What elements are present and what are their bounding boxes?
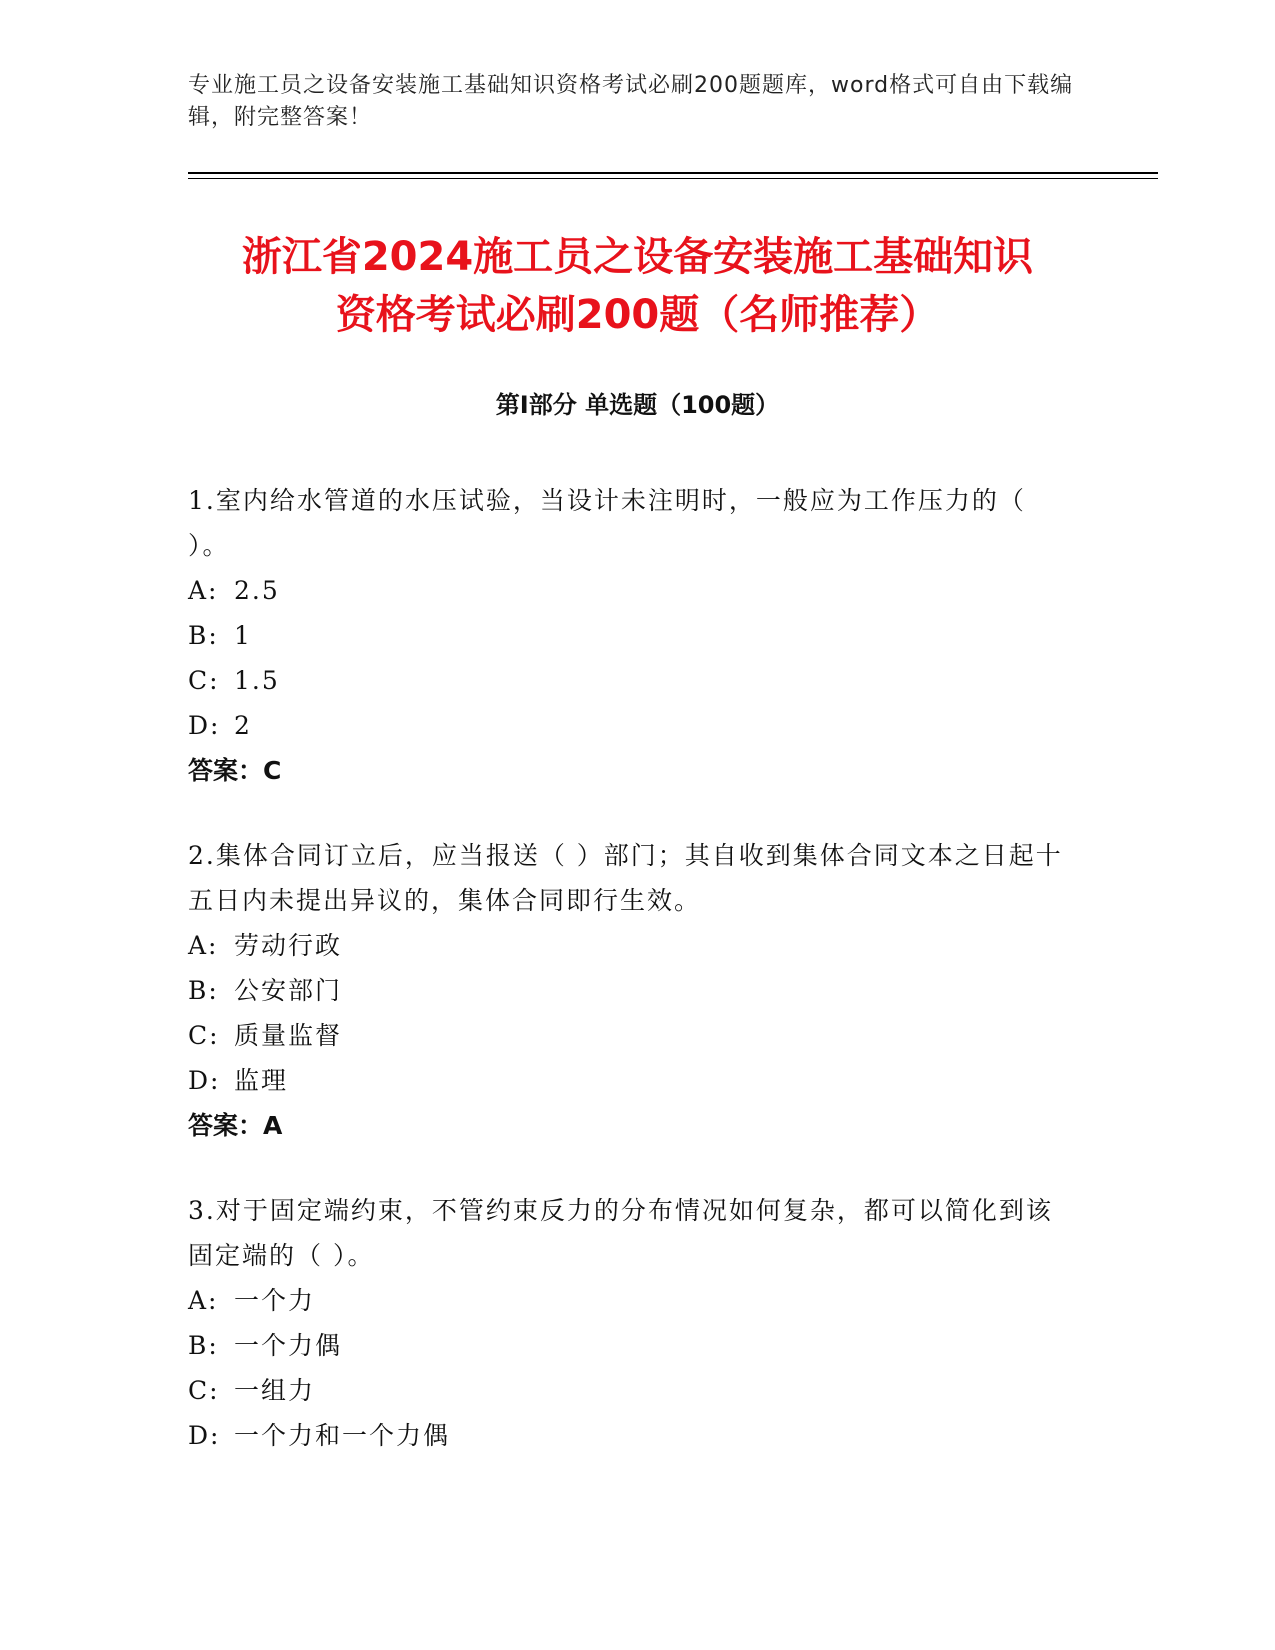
document-title bbox=[150, 228, 1125, 344]
option-text: 一组力 bbox=[234, 1376, 316, 1405]
option-letter: D: bbox=[188, 1066, 221, 1095]
question-2 bbox=[188, 833, 1068, 1148]
option-text: 一个力偶 bbox=[234, 1331, 343, 1360]
question-stem: 3.对于固定端约束，不管约束反力的分布情况如何复杂，都可以简化到该固定端的（ ）。 bbox=[188, 1196, 1053, 1270]
option-c bbox=[188, 1368, 1068, 1413]
question-1 bbox=[188, 478, 1068, 793]
option-b bbox=[188, 1323, 1068, 1368]
option-letter: A: bbox=[188, 1286, 219, 1315]
option-text: 一个力和一个力偶 bbox=[234, 1421, 451, 1450]
question-stem: 2.集体合同订立后，应当报送（ ）部门；其自收到集体合同文本之日起十五日内未提出异议的，集体合同即行生效。 bbox=[188, 841, 1063, 915]
option-letter: B: bbox=[188, 1331, 219, 1360]
option-a bbox=[188, 923, 1068, 968]
option-letter: A: bbox=[188, 931, 219, 960]
question-list bbox=[188, 478, 1068, 1498]
option-text: 一个力 bbox=[234, 1286, 316, 1315]
question-3 bbox=[188, 1188, 1068, 1458]
document-title-line-1: 浙江省2024施工员之设备安装施工基础知识 bbox=[241, 234, 1034, 280]
header-divider-thin bbox=[188, 178, 1158, 179]
option-b bbox=[188, 613, 1068, 658]
option-letter: D: bbox=[188, 1421, 221, 1450]
option-text: 2 bbox=[234, 711, 252, 740]
option-letter: A: bbox=[188, 576, 219, 605]
header-divider-thick bbox=[188, 172, 1158, 174]
option-letter: B: bbox=[188, 621, 219, 650]
option-c bbox=[188, 1013, 1068, 1058]
option-text: 监理 bbox=[234, 1066, 289, 1095]
option-letter: B: bbox=[188, 976, 219, 1005]
header-note: 专业施工员之设备安装施工基础知识资格考试必刷200题题库，word格式可自由下载编辑，附完整答案！ bbox=[188, 73, 1074, 130]
option-text: 1.5 bbox=[234, 666, 280, 695]
answer-label: 答案：A bbox=[188, 1111, 283, 1140]
option-a bbox=[188, 1278, 1068, 1323]
section-title: 第Ⅰ部分 单选题（100题） bbox=[495, 391, 780, 419]
option-text: 劳动行政 bbox=[234, 931, 343, 960]
document-title-line-2: 资格考试必刷200题（名师推荐） bbox=[335, 292, 940, 338]
option-letter: D: bbox=[188, 711, 221, 740]
option-text: 公安部门 bbox=[234, 976, 343, 1005]
option-d bbox=[188, 1413, 1068, 1458]
option-c bbox=[188, 658, 1068, 703]
option-b bbox=[188, 968, 1068, 1013]
answer-label: 答案：C bbox=[188, 756, 282, 785]
option-d bbox=[188, 703, 1068, 748]
option-text: 1 bbox=[234, 621, 252, 650]
option-letter: C: bbox=[188, 1376, 220, 1405]
option-a bbox=[188, 568, 1068, 613]
option-letter: C: bbox=[188, 1021, 220, 1050]
option-text: 质量监督 bbox=[234, 1021, 343, 1050]
option-d bbox=[188, 1058, 1068, 1103]
option-letter: C: bbox=[188, 666, 220, 695]
question-stem: 1.室内给水管道的水压试验，当设计未注明时，一般应为工作压力的（ ）。 bbox=[188, 486, 1026, 560]
option-text: 2.5 bbox=[234, 576, 280, 605]
